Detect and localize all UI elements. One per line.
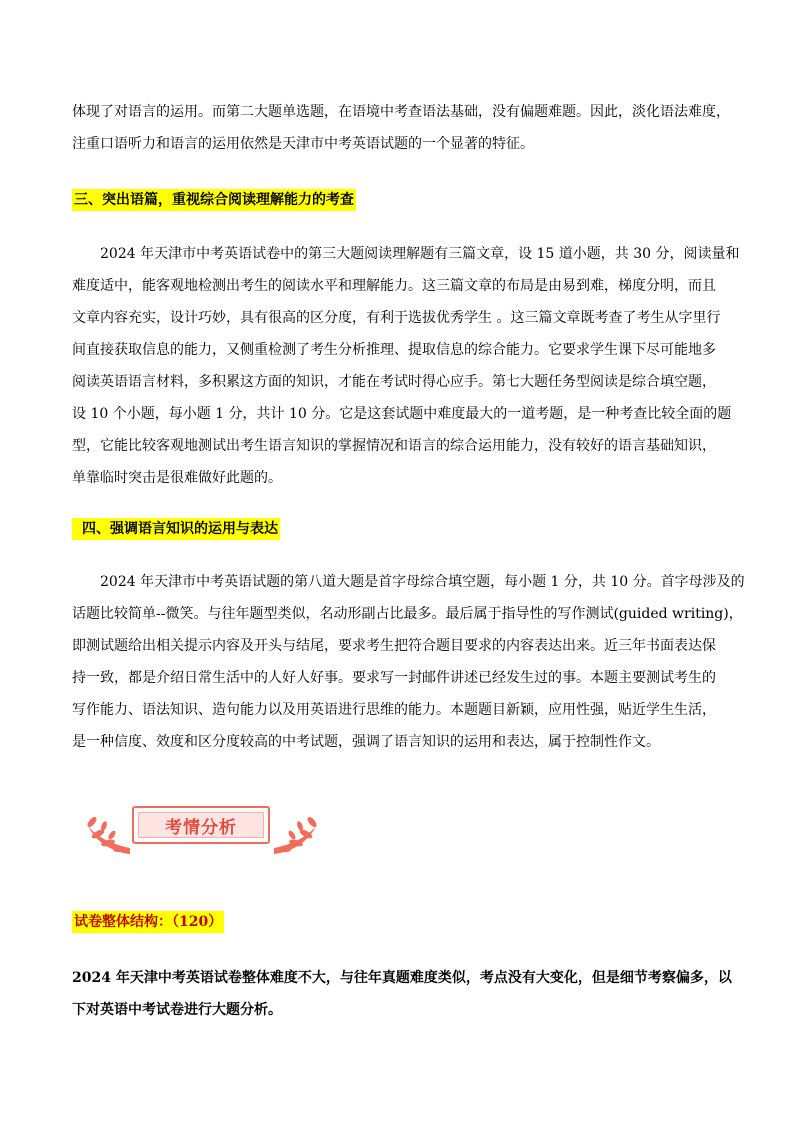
text-line: 写作能力、语法知识、造句能力以及用英语进行思维的能力。本题题目新颖，应用性强，贴近学生生活， <box>72 702 716 718</box>
text-line: 即测试题给出相关提示内容及开头与结尾，要求考生把符合题目要求的内容表达出来。近三年书面表达保 <box>72 638 716 654</box>
text-line: 注重口语听力和语言的运用依然是天津市中考英语试题的一个显著的特征。 <box>72 136 534 152</box>
section-heading-reading: 三、突出语篇，重视综合阅读理解能力的考查 <box>72 189 356 211</box>
banner-frame <box>132 806 270 844</box>
section-heading-language-use: 四、强调语言知识的运用与表达 <box>72 518 280 540</box>
banner-inner <box>138 812 264 838</box>
text-line: 设 10 个小题，每小题 1 分，共计 10 分。它是这套试题中难度最大的一道考题，是一种考查比较全面的题 <box>72 406 732 422</box>
text-line: 难度适中，能客观地检测出考生的阅读水平和理解能力。这三篇文章的布局是由易到难，梯度分明，而且 <box>72 278 716 294</box>
text-line: 持一致，都是介绍日常生活中的人好人好事。要求写一封邮件讲述已经发生过的事。本题主要测试考生的 <box>72 670 716 686</box>
paragraph-grammar-summary <box>72 96 730 160</box>
banner-title: 考情分析 <box>165 817 237 838</box>
text-line: 单靠临时突击是很难做好此题的。 <box>72 470 282 486</box>
text-line: 下对英语中考试卷进行大题分析。 <box>72 1002 282 1018</box>
paragraph-cloze-writing <box>72 566 745 758</box>
text-line: 2024 年天津中考英语试卷整体难度不大，与往年真题难度类似，考点没有大变化，但是细节考察偏多，以 <box>72 970 732 986</box>
text-line: 文章内容充实，设计巧妙，具有很高的区分度，有利于选拔优秀学生 。这三篇文章既考查了考生从字里行 <box>72 310 721 326</box>
text-line: 型，它能比较客观地测试出考生语言知识的掌握情况和语言的综合运用能力，没有较好的语言基础知识， <box>72 438 716 454</box>
paragraph-overall-difficulty <box>72 962 732 1026</box>
text-line: 话题比较简单--微笑。与往年题型类似，名动形副占比最多。最后属于指导性的写作测试(guided writing)， <box>72 606 743 622</box>
text-line: 2024 年天津市中考英语试题的第八道大题是首字母综合填空题，每小题 1 分，共 10 分。首字母涉及的 <box>100 574 745 590</box>
text-line: 是一种信度、效度和区分度较高的中考试题，强调了语言知识的运用和表达，属于控制性作文。 <box>72 734 660 750</box>
exam-structure-heading: 试卷整体结构：（120） <box>72 911 224 933</box>
paragraph-reading-comprehension <box>72 238 740 494</box>
text-line: 阅读英语语言材料，多积累这方面的知识，才能在考试时得心应手。第七大题任务型阅读是综合填空题， <box>72 374 716 390</box>
analysis-banner <box>82 796 322 866</box>
text-line: 体现了对语言的运用。而第二大题单选题，在语境中考查语法基础，没有偏题难题。因此，淡化语法难度， <box>72 104 730 120</box>
text-line: 间直接获取信息的能力，又侧重检测了考生分析推理、提取信息的综合能力。它要求学生课下尽可能地多 <box>72 342 716 358</box>
text-line: 2024 年天津市中考英语试卷中的第三大题阅读理解题有三篇文章，设 15 道小题，共 30 分，阅读量和 <box>100 246 740 262</box>
